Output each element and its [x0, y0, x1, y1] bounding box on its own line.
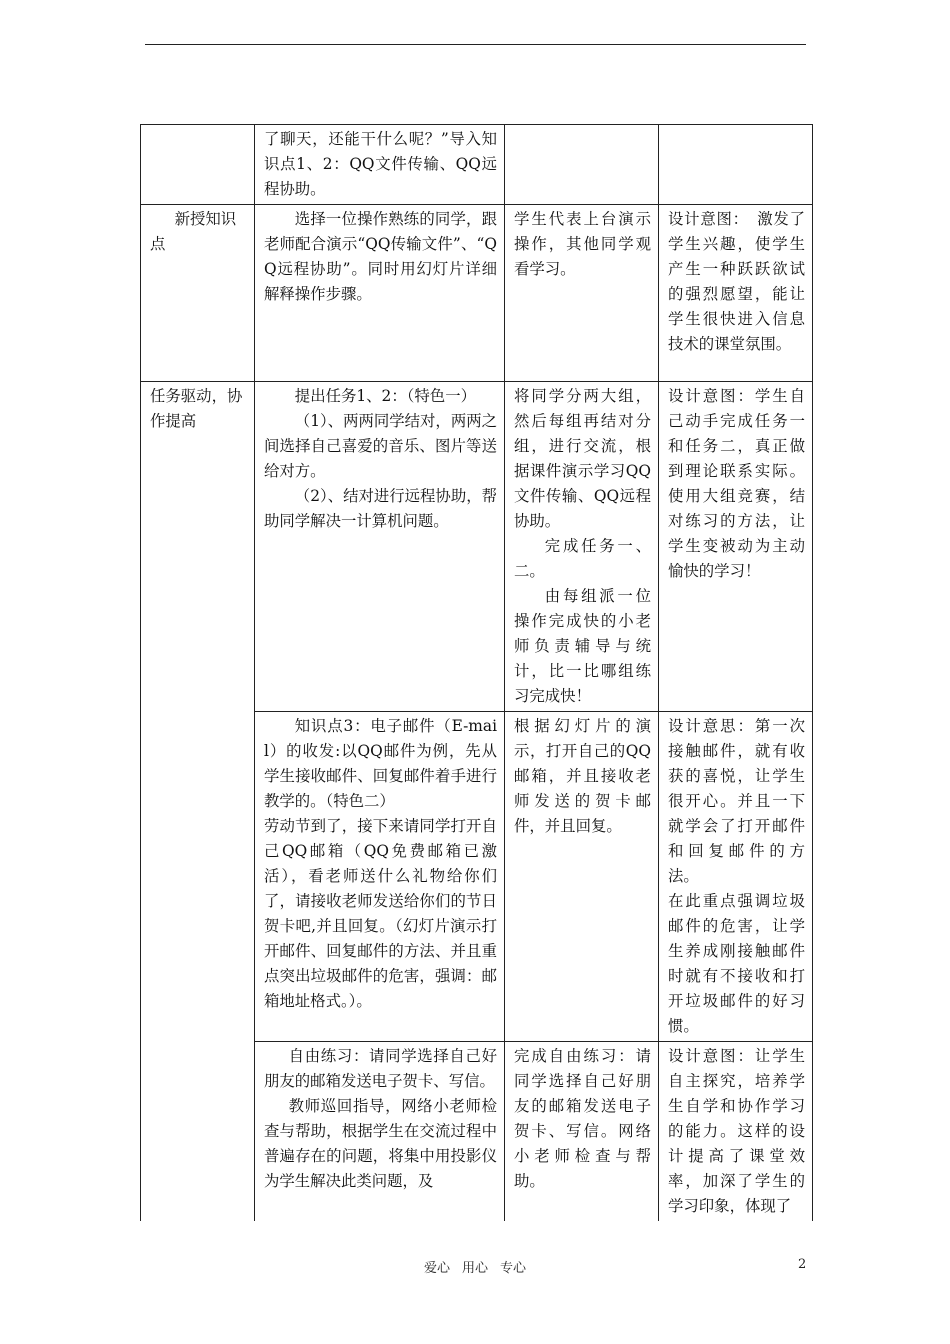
student-cell: 学生代表上台演示操作，其他同学观看学习。 [505, 205, 659, 382]
student-cell [505, 125, 659, 205]
footer-text-right: 专心 [500, 1261, 527, 1276]
teacher-cell: 提出任务1、2：（特色一） （1）、两两同学结对，两两之间选择自己喜爱的音乐、图片等送给对方。 （2）、结对进行远程协助，帮助同学解决一计算机问题。 [255, 382, 505, 712]
student-cell: 完成自由练习：请同学选择自己好朋友的邮箱发送电子贺卡、写信。网络小老师检查与帮助。 [505, 1042, 659, 1222]
teacher-cell: 选择一位操作熟练的同学，跟老师配合演示“QQ传输文件”、“QQ远程协助”。同时用幻灯片详细解释操作步骤。 [255, 205, 505, 382]
intent-cell: 设计意思：第一次接触邮件，就有收获的喜悦，让学生很开心。并且一下就学会了打开邮件和回复邮件的方法。 在此重点强调垃圾邮件的危害，让学生养成刚接触邮件时就有不接收和打开垃圾邮件的好习惯。 [659, 712, 813, 1042]
stage-cell: 新授知识点 [141, 205, 255, 382]
page-footer [0, 1257, 950, 1276]
footer-text-left: 爱心 [423, 1261, 450, 1276]
footer-text-middle: 用心 [461, 1261, 488, 1276]
teacher-cell: 自由练习：请同学选择自己好朋友的邮箱发送电子贺卡、写信。 教师巡回指导，网络小老师检查与帮助，根据学生在交流过程中普遍存在的问题，将集中用投影仪为学生解决此类问题，及 [255, 1042, 505, 1222]
table-row [141, 382, 813, 712]
lesson-plan-table [140, 124, 813, 1221]
intent-cell [659, 125, 813, 205]
teacher-cell: 知识点3：电子邮件（E-mail）的收发:以QQ邮件为例，先从学生接收邮件、回复邮件着手进行教学的。（特色二） 劳动节到了，接下来请同学打开自己QQ邮箱（QQ免费邮箱已激活），看老师送什么礼物给你们了，请接收老师发送给你们的节日贺卡吧,并且回复。（幻灯片演示打开邮件、回复邮件的方法、并且重点突出垃圾邮件的危害，强调：邮箱地址格式。）。 [255, 712, 505, 1042]
page-number: 2 [798, 1257, 807, 1272]
intent-cell: 设计意图：让学生自主探究，培养学生自学和协作学习的能力。这样的设计提高了课堂效率，加深了学生的学习印象，体现了 [659, 1042, 813, 1222]
table-row [141, 125, 813, 205]
teacher-cell: 了聊天，还能干什么呢？”导入知识点1、2：QQ文件传输、QQ远程协助。 [255, 125, 505, 205]
stage-cell: 任务驱动，协作提高 [141, 382, 255, 1222]
header-rule [145, 44, 806, 45]
student-cell: 将同学分两大组，然后每组再结对分组，进行交流，根据课件演示学习QQ文件传输、QQ远程协助。 完成任务一、二。 由每组派一位操作完成快的小老师负责辅导与统计，比一比哪组练习完成快！ [505, 382, 659, 712]
student-cell: 根据幻灯片的演示，打开自己的QQ邮箱，并且接收老师发送的贺卡邮件，并且回复。 [505, 712, 659, 1042]
stage-cell [141, 125, 255, 205]
table-row [141, 205, 813, 382]
intent-cell: 设计意图：学生自己动手完成任务一和任务二，真正做到理论联系实际。使用大组竞赛，结对练习的方法，让学生变被动为主动愉快的学习！ [659, 382, 813, 712]
intent-cell: 设计意图： 激发了学生兴趣，使学生产生一种跃跃欲试的强烈愿望，能让学生很快进入信息技术的课堂氛围。 [659, 205, 813, 382]
